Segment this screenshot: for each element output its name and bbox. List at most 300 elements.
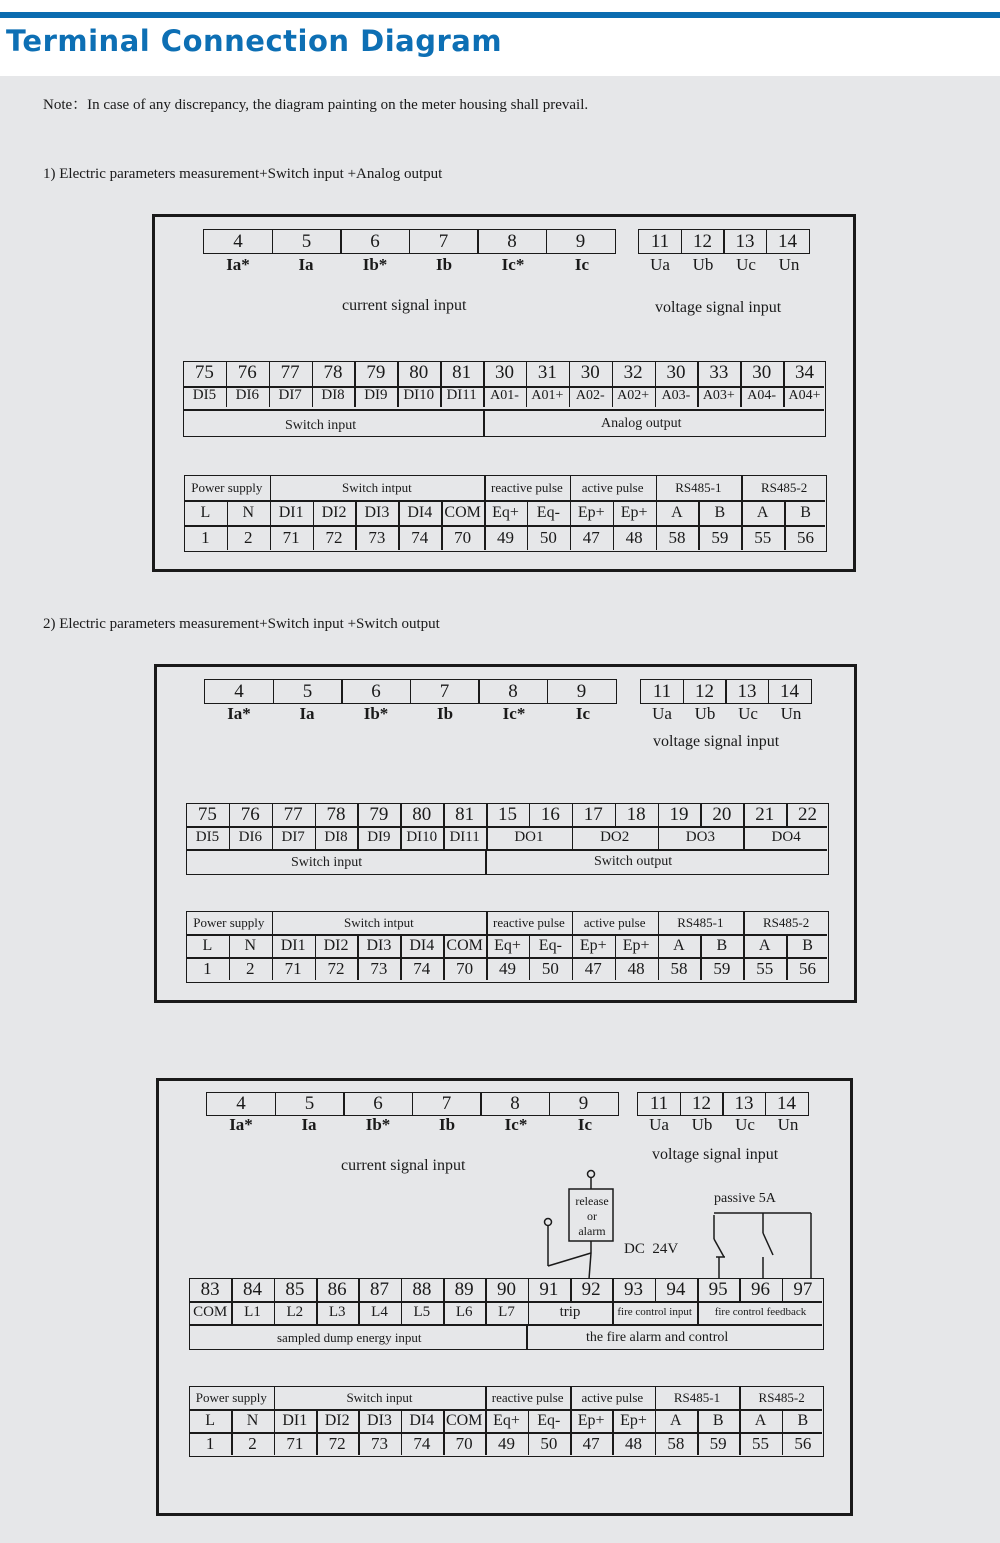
s1-current-terminals	[203, 229, 616, 254]
grid-divider	[783, 361, 785, 384]
terminal-name: Ep+	[577, 1412, 605, 1429]
terminal-label: Ua	[650, 255, 670, 274]
terminal-label: Ua	[649, 1115, 669, 1134]
terminal-number: 11	[637, 1092, 681, 1116]
terminal-name: DI8	[324, 829, 348, 845]
grid-divider	[401, 1301, 403, 1324]
terminal-number: 48	[624, 1434, 642, 1453]
terminal-number: 12	[681, 229, 725, 254]
terminal-number: 97	[793, 1279, 813, 1300]
grid-divider	[612, 361, 614, 384]
grid-divider	[612, 1301, 614, 1324]
group-header: Switch input	[346, 1390, 413, 1405]
terminal-name: DI9	[367, 829, 391, 845]
terminal-name: DI7	[278, 387, 302, 403]
grid-divider	[354, 361, 356, 384]
terminal-name: B	[800, 504, 811, 521]
terminal-name: A01-	[490, 388, 519, 403]
terminal-number: 50	[541, 959, 559, 978]
terminal-number: 11	[640, 679, 684, 704]
terminal-label: Ic*	[504, 1115, 528, 1134]
terminal-number: 71	[282, 528, 300, 547]
terminal-number: 15	[497, 804, 517, 825]
terminal-name: DI1	[278, 504, 304, 521]
terminal-number: 5	[275, 1092, 345, 1116]
group-header: Switch intput	[344, 915, 414, 930]
grid-divider	[358, 1278, 360, 1301]
switch-input-label: Switch input	[291, 855, 363, 870]
terminal-name: DO4	[771, 829, 801, 845]
terminal-number: 9	[547, 679, 617, 704]
terminal-number: 49	[498, 959, 516, 978]
current-signal-label: current signal input	[342, 297, 467, 314]
terminal-label: Ia*	[226, 255, 250, 274]
grid-divider	[658, 803, 660, 826]
terminal-name: DI10	[406, 829, 438, 845]
terminal-number: 12	[683, 679, 727, 704]
terminal-name: A02-	[575, 388, 605, 403]
grid-divider	[569, 361, 571, 384]
terminal-number: 5	[273, 679, 343, 704]
terminal-name: DI3	[367, 1412, 392, 1429]
terminal-number: 19	[669, 804, 689, 825]
group-header: reactive pulse	[493, 915, 565, 930]
grid-divider	[486, 911, 488, 934]
terminal-number: 8	[478, 679, 548, 704]
terminal-number: 13	[725, 679, 769, 704]
group-header: Power supply	[193, 915, 265, 930]
terminal-label: Ia	[298, 255, 314, 274]
terminal-number: 73	[370, 1434, 388, 1453]
grid-divider	[272, 826, 274, 849]
terminal-number: 72	[327, 959, 345, 978]
terminal-number: 30	[580, 362, 600, 383]
terminal-number: 78	[323, 362, 343, 383]
terminal-name: DI7	[281, 829, 305, 845]
terminal-number: 31	[537, 362, 557, 383]
grid-divider	[526, 361, 528, 384]
terminal-name: DI9	[364, 387, 388, 403]
grid-divider	[741, 475, 743, 500]
terminal-number: 4	[204, 679, 274, 704]
terminal-label: Ic*	[502, 704, 526, 723]
release-label-1: release	[575, 1194, 609, 1208]
terminal-label: Ub	[694, 704, 716, 723]
current-signal-label: current signal input	[341, 1157, 466, 1174]
terminal-number: 85	[285, 1279, 305, 1300]
grid-divider	[274, 1301, 276, 1324]
grid-divider	[440, 361, 442, 384]
terminal-name: A	[670, 1412, 682, 1429]
terminal-number: 50	[539, 528, 557, 547]
group-header: RS485-1	[673, 1390, 721, 1405]
grid-divider	[316, 1301, 318, 1324]
terminal-number: 50	[540, 1434, 558, 1453]
terminal-number: 74	[413, 959, 431, 978]
grid-divider	[612, 384, 614, 407]
terminal-number: 12	[680, 1092, 724, 1116]
terminal-name: Ep+	[579, 937, 607, 954]
terminal-name: A	[758, 937, 771, 954]
terminal-number: 76	[240, 804, 260, 825]
terminal-name: L1	[244, 1304, 261, 1320]
group-header: Switch intput	[342, 480, 412, 495]
voltage-signal-label: voltage signal input	[652, 1146, 779, 1163]
terminal-number: 55	[754, 528, 772, 547]
terminal-number: 70	[454, 528, 472, 547]
section1-diagram	[152, 214, 856, 572]
analog-output-label: Analog output	[601, 416, 682, 431]
terminal-name: Eq-	[537, 1412, 561, 1429]
terminal-label: Ia*	[227, 704, 251, 723]
group-header: active pulse	[581, 480, 644, 495]
terminal-name: DO2	[600, 829, 630, 845]
s2-voltage-terminals	[640, 679, 812, 704]
group-header: reactive pulse	[491, 1390, 564, 1405]
grid-divider	[569, 384, 571, 407]
terminal-number: 14	[766, 229, 810, 254]
terminal-number: 49	[497, 1434, 515, 1453]
terminal-name: Ep+	[577, 504, 605, 521]
terminal-number: 71	[284, 959, 302, 978]
grid-divider	[443, 803, 445, 826]
terminal-number: 7	[412, 1092, 482, 1116]
terminal-number: 73	[368, 528, 386, 547]
terminal-number: 21	[755, 804, 775, 825]
terminal-name: L	[200, 504, 211, 521]
terminal-name: DI4	[407, 504, 433, 521]
terminal-name: DI4	[409, 937, 435, 954]
terminal-number: 30	[494, 362, 514, 383]
terminal-label: Uc	[738, 704, 758, 723]
terminal-name: A	[756, 504, 769, 521]
grid-divider	[528, 1278, 530, 1301]
group-header: RS485-2	[761, 480, 808, 495]
terminal-number: 7	[410, 679, 480, 704]
grid-divider	[655, 361, 657, 384]
grid-divider	[743, 911, 745, 934]
terminal-number: 58	[668, 528, 686, 547]
terminal-name: B	[714, 504, 726, 521]
grid-divider	[740, 361, 742, 384]
switch-output-label: Switch output	[594, 854, 673, 869]
grid-divider	[485, 1301, 487, 1324]
terminal-name: fire control feedback	[714, 1306, 807, 1318]
terminal-number: 8	[480, 1092, 550, 1116]
grid-divider	[443, 1301, 445, 1324]
grid-divider	[443, 1278, 445, 1301]
terminal-name: B	[802, 937, 813, 954]
terminal-number: 1	[203, 959, 212, 978]
grid-divider	[740, 384, 742, 407]
release-label-3: alarm	[578, 1224, 606, 1238]
terminal-number: 75	[197, 804, 217, 825]
terminal-name: DI10	[403, 387, 435, 403]
terminal-number: 90	[496, 1279, 516, 1300]
terminal-number: 88	[412, 1279, 432, 1300]
grid-divider	[743, 803, 745, 826]
grid-divider	[697, 384, 699, 407]
page-title: Terminal Connection Diagram	[6, 24, 503, 58]
terminal-number: 78	[326, 804, 346, 825]
terminal-number: 47	[582, 528, 600, 547]
switch-input-label: Switch input	[285, 418, 357, 433]
terminal-name: trip	[559, 1304, 581, 1320]
terminal-label: Ua	[652, 704, 672, 723]
terminal-number: 74	[413, 1434, 431, 1453]
terminal-number: 6	[340, 229, 410, 254]
grid-divider	[697, 1278, 699, 1301]
grid-divider	[572, 826, 574, 849]
terminal-name: Eq-	[538, 937, 562, 954]
terminal-name: L2	[286, 1304, 304, 1320]
terminal-number: 93	[623, 1279, 643, 1300]
terminal-name: DI6	[238, 829, 262, 845]
grid-divider	[528, 1301, 530, 1324]
terminal-name: L	[202, 937, 213, 954]
terminal-number: 9	[546, 229, 616, 254]
group-header: Power supply	[195, 1390, 267, 1405]
grid-divider	[570, 1386, 572, 1409]
terminal-name: L3	[328, 1304, 346, 1320]
passive-5a-label: passive 5A	[714, 1191, 776, 1206]
s2-current-terminals	[204, 679, 617, 704]
terminal-label: Ic	[574, 255, 590, 274]
grid-divider	[269, 361, 271, 384]
terminal-label: Ib	[435, 255, 453, 274]
terminal-name: DO3	[685, 829, 715, 845]
grid-divider	[655, 1278, 657, 1301]
grid-divider	[486, 803, 488, 826]
terminal-number: 47	[582, 1434, 600, 1453]
grid-divider	[270, 475, 272, 500]
note-text: Note：In case of any discrepancy, the diagram painting on the meter housing shall prevail.	[43, 97, 589, 113]
terminal-name: fire control input	[617, 1306, 692, 1318]
terminal-number: 96	[750, 1279, 770, 1300]
terminal-number: 89	[454, 1279, 474, 1300]
grid-divider	[743, 826, 745, 849]
terminal-name: Ep+	[622, 937, 650, 954]
grid-divider	[269, 384, 271, 407]
grid-divider	[229, 826, 231, 849]
terminal-label: Uc	[736, 255, 756, 274]
grid-divider	[656, 475, 658, 500]
terminal-number: 6	[341, 679, 411, 704]
terminal-label: Ib	[436, 704, 454, 723]
terminal-number: 74	[411, 528, 429, 547]
terminal-number: 70	[456, 959, 474, 978]
grid-divider	[783, 384, 785, 407]
terminal-number: 87	[369, 1279, 389, 1300]
terminal-number: 79	[369, 804, 389, 825]
terminal-number: 80	[409, 362, 429, 383]
terminal-number: 80	[412, 804, 432, 825]
grid-divider	[316, 1278, 318, 1301]
group-header: active pulse	[583, 915, 646, 930]
terminal-name: N	[242, 504, 255, 521]
grid-divider	[697, 1301, 699, 1324]
terminal-number: 79	[366, 362, 386, 383]
terminal-number: 81	[452, 362, 472, 383]
terminal-number: 92	[581, 1279, 601, 1300]
grid-divider	[658, 911, 660, 934]
terminal-number: 81	[455, 804, 475, 825]
grid-divider	[440, 384, 442, 407]
terminal-number: 5	[272, 229, 342, 254]
grid-divider	[226, 384, 228, 407]
terminal-number: 17	[583, 804, 603, 825]
terminal-number: 20	[712, 804, 732, 825]
terminal-label: Uc	[735, 1115, 755, 1134]
terminal-number: 86	[327, 1279, 347, 1300]
terminal-label: Ib*	[362, 255, 388, 274]
terminal-number: 84	[242, 1279, 262, 1300]
terminal-number: 30	[752, 362, 772, 383]
grid-divider	[400, 826, 402, 849]
release-label-2: or	[587, 1209, 597, 1223]
terminal-name: DI3	[364, 504, 390, 521]
terminal-name: A03-	[661, 388, 691, 403]
grid-divider	[357, 826, 359, 849]
grid-divider	[572, 803, 574, 826]
terminal-name: COM	[446, 937, 483, 954]
grid-divider	[782, 1278, 784, 1301]
grid-divider	[655, 1386, 657, 1409]
terminal-number: 1	[205, 1434, 215, 1453]
terminal-label: Un	[778, 255, 800, 274]
terminal-number: 1	[201, 528, 210, 547]
terminal-number: 77	[283, 804, 303, 825]
grid-divider	[700, 803, 702, 826]
terminal-label: Ia	[299, 704, 315, 723]
grid-divider	[401, 1278, 403, 1301]
grid-divider	[229, 803, 231, 826]
terminal-name: A03+	[702, 388, 735, 403]
terminal-number: 2	[244, 528, 253, 547]
grid-divider	[486, 826, 488, 849]
terminal-number: 16	[540, 804, 560, 825]
terminal-name: DI2	[323, 937, 349, 954]
grid-divider	[315, 803, 317, 826]
grid-divider	[570, 475, 572, 500]
terminal-name: DI1	[280, 937, 306, 954]
terminal-name: DI5	[195, 829, 220, 845]
grid-divider	[485, 1386, 487, 1409]
terminal-number: 22	[798, 804, 818, 825]
grid-divider	[483, 384, 485, 407]
grid-divider	[739, 1386, 741, 1409]
fire-alarm-label: the fire alarm and control	[586, 1330, 729, 1345]
terminal-label: Ia	[301, 1115, 317, 1134]
terminal-name: A02+	[617, 388, 650, 403]
terminal-name: A04+	[788, 388, 821, 403]
terminal-name: DI3	[366, 937, 392, 954]
terminal-number: 75	[194, 362, 214, 383]
terminal-name: DI1	[282, 1412, 308, 1429]
terminal-number: 48	[625, 528, 643, 547]
terminal-number: 14	[765, 1092, 809, 1116]
terminal-label: Ic	[577, 1115, 593, 1134]
terminal-number: 7	[409, 229, 479, 254]
grid-divider	[315, 826, 317, 849]
terminal-number: 56	[799, 959, 817, 978]
grid-divider	[358, 1301, 360, 1324]
terminal-name: N	[244, 937, 257, 954]
grid-divider	[274, 1278, 276, 1301]
terminal-number: 83	[200, 1279, 220, 1300]
terminal-number: 47	[584, 959, 602, 978]
terminal-name: Eq+	[494, 937, 521, 954]
sampled-energy-label: sampled dump energy input	[277, 1330, 422, 1345]
terminal-name: DI4	[409, 1412, 435, 1429]
s1-voltage-terminals	[638, 229, 810, 254]
grid-divider	[400, 803, 402, 826]
terminal-number: 55	[756, 959, 774, 978]
terminal-number: 91	[539, 1279, 559, 1300]
terminal-number: 71	[286, 1434, 304, 1453]
grid-divider	[231, 1278, 233, 1301]
grid-divider	[231, 1301, 233, 1324]
terminal-number: 48	[627, 959, 645, 978]
terminal-number: 72	[325, 528, 343, 547]
grid-divider	[357, 803, 359, 826]
terminal-name: COM	[193, 1304, 228, 1320]
terminal-label: Ia*	[229, 1115, 253, 1134]
terminal-name: Eq+	[492, 504, 519, 521]
grid-divider	[397, 361, 399, 384]
terminal-name: L6	[455, 1304, 473, 1320]
terminal-number: 30	[666, 362, 686, 383]
grid-divider	[615, 803, 617, 826]
terminal-name: A	[754, 1412, 767, 1429]
terminal-number: 77	[280, 362, 300, 383]
terminal-name: B	[797, 1412, 809, 1429]
terminal-label: Ub	[692, 255, 714, 274]
terminal-label: Ic*	[501, 255, 525, 274]
group-header: active pulse	[581, 1390, 644, 1405]
terminal-name: DI2	[321, 504, 347, 521]
grid-divider	[786, 803, 788, 826]
group-header: Power supply	[191, 480, 263, 495]
terminal-name: Ep+	[620, 504, 648, 521]
terminal-label: Ib*	[365, 1115, 391, 1134]
terminal-number: 56	[797, 528, 815, 547]
terminal-number: 58	[667, 1434, 685, 1453]
terminal-number: 33	[709, 362, 729, 383]
grid-divider	[739, 1278, 741, 1301]
terminal-name: Eq-	[536, 504, 560, 521]
terminal-number: 13	[722, 1092, 766, 1116]
group-header: RS485-1	[675, 480, 722, 495]
terminal-name: DI11	[449, 829, 480, 845]
terminal-label: Ib*	[363, 704, 389, 723]
terminal-name: L4	[371, 1304, 388, 1320]
grid-divider	[529, 803, 531, 826]
section2-title: 2) Electric parameters measurement+Switch input +Switch output	[43, 616, 440, 632]
terminal-label: Un	[780, 704, 802, 723]
terminal-name: COM	[444, 504, 481, 521]
terminal-name: B	[712, 1412, 724, 1429]
grid-divider	[572, 911, 574, 934]
grid-divider	[397, 384, 399, 407]
grid-divider	[483, 361, 485, 384]
terminal-name: N	[246, 1412, 259, 1429]
grid-divider	[697, 361, 699, 384]
terminal-label: Un	[777, 1115, 799, 1134]
group-header: reactive pulse	[491, 480, 563, 495]
terminal-name: DI6	[235, 387, 259, 403]
terminal-name: DI2	[324, 1412, 350, 1429]
